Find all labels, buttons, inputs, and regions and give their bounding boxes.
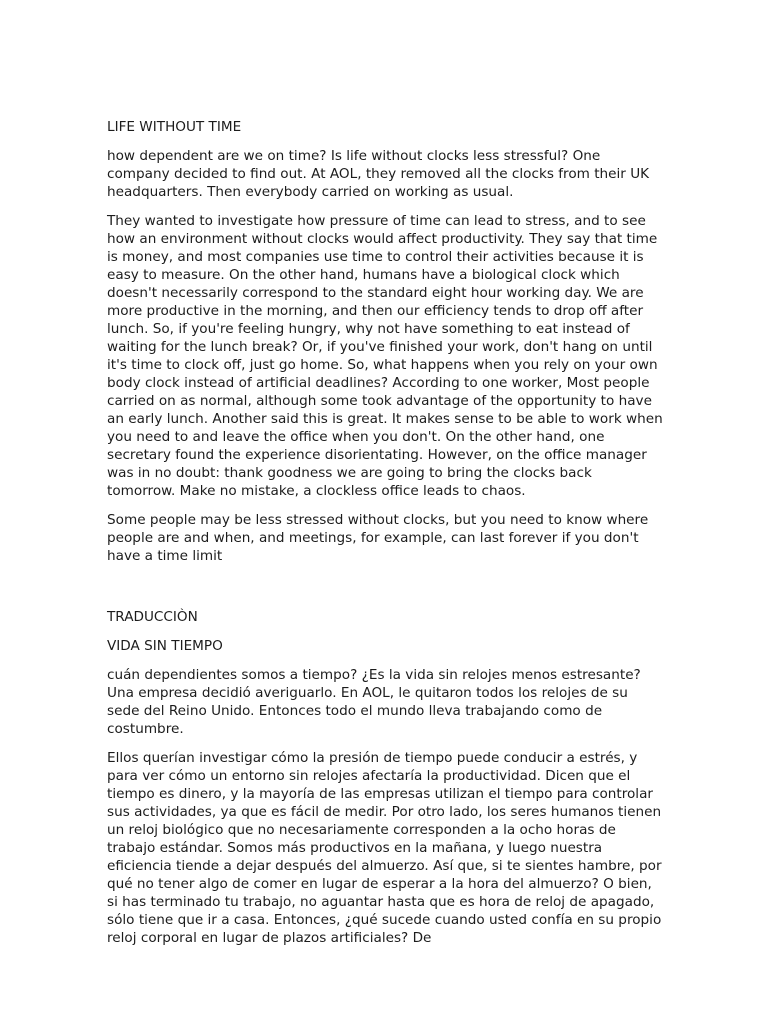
section-spacer bbox=[107, 576, 663, 608]
english-paragraph-1: how dependent are we on time? Is life without clocks less stressful? One company decided to find out. At AOL, they removed all the clocks from their UK headquarters. Then everybody carried on working as usual. bbox=[107, 148, 650, 200]
english-title: LIFE WITHOUT TIME bbox=[107, 119, 242, 135]
english-paragraph-2: They wanted to investigate how pressure of time can lead to stress, and to see how an environment without clocks would affect productivity. They say that time is money, and most companies use time to control their activities because it is easy to measure. On the other hand, humans have a biological clock which doesn't necessarily correspond to the standard eight hour working day. We are more productive in the morning, and then our efficiency tends to drop off after lunch. So, if you're feeling hungry, why not have something to eat instead of waiting for the lunch break? Or, if you've finished your work, don't hang on until it's time to clock off, just go home. So, what happens when you rely on your own body clock instead of artificial deadlines? According to one worker, Most people carried on as normal, although some took advantage of the opportunity to have an early lunch. Another said this is great. It makes sense to be able to work when you need to and leave the office when you don't. On the other hand, one secretary found the experience disorientating. However, on the office manager was in no doubt: thank goodness we are going to bring the clocks back tomorrow. Make no mistake, a clockless office leads to chaos. bbox=[107, 213, 663, 499]
english-paragraph-3: Some people may be less stressed without clocks, but you need to know where people are and when, and meetings, for example, can last forever if you don't have a time limit bbox=[107, 512, 649, 564]
spanish-paragraph-2: Ellos querían investigar cómo la presión de tiempo puede conducir a estrés, y para ver cómo un entorno sin relojes afectaría la productividad. Dicen que el tiempo es dinero, y la mayoría de las empresas utilizan el tiempo para controlar sus actividades, ya que es fácil de medir. Por otro lado, los seres humanos tienen un reloj biológico que no necesariamente corresponden a la ocho horas de trabajo estándar. Somos más productivos en la mañana, y luego nuestra eficiencia tiende a dejar después del almuerzo. Así que, si te sientes hambre, por qué no tener algo de comer en lugar de esperar a la hora del almuerzo? O bien, si has terminado tu trabajo, no aguantar hasta que es hora de reloj de apagado, sólo tiene que ir a casa. Entonces, ¿qué sucede cuando usted confía en su propio reloj corporal en lugar de plazos artificiales? De bbox=[107, 750, 662, 946]
spanish-paragraph-1: cuán dependientes somos a tiempo? ¿Es la vida sin relojes menos estresante? Una empresa decidió averiguarlo. En AOL, le quitaron todos los relojes de su sede del Reino Unido. Entonces todo el mundo lleva trabajando como de costumbre. bbox=[107, 667, 641, 737]
translation-heading: TRADUCCIÒN bbox=[107, 609, 198, 625]
document-page bbox=[107, 118, 663, 958]
spanish-title: VIDA SIN TIEMPO bbox=[107, 638, 223, 654]
